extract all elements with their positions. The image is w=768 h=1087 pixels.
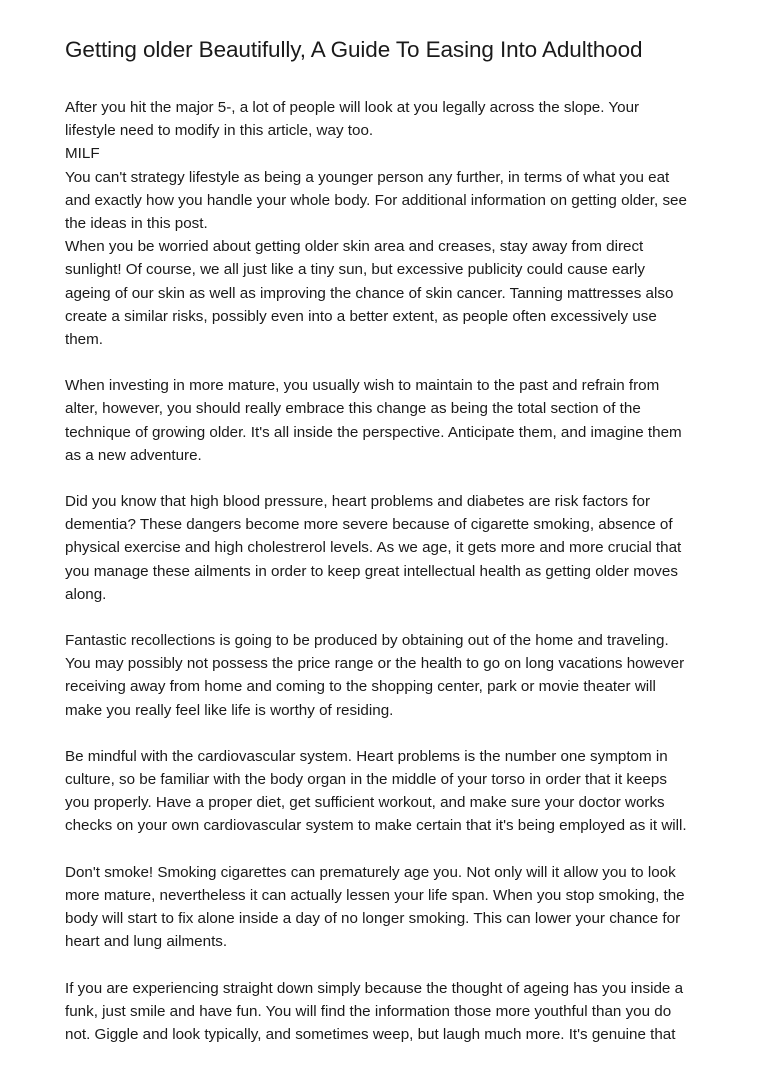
text-line: MILF <box>65 145 100 163</box>
paragraph <box>65 96 708 235</box>
paragraph <box>65 235 708 351</box>
text-line: make you really feel like life is worthy of residing. <box>65 701 394 719</box>
text-line: ageing of our skin as well as improving the chance of skin cancer. Tanning mattresses also <box>65 284 674 302</box>
text-line: culture, so be familiar with the body organ in the middle of your torso in order that it keeps <box>65 771 667 789</box>
text-line: as a new adventure. <box>65 446 202 464</box>
paragraph <box>65 374 708 467</box>
paragraph <box>65 861 708 954</box>
text-line: not. Giggle and look typically, and sometimes weep, but laugh much more. It's genuine that <box>65 1025 676 1043</box>
text-line: you properly. Have a proper diet, get sufficient workout, and make sure your doctor works <box>65 794 665 812</box>
text-line: physical exercise and high cholestrerol levels. As we age, it gets more and more crucial that <box>65 539 682 557</box>
text-line: body will start to fix alone inside a day of no longer smoking. This can lower your chance for <box>65 910 681 928</box>
text-line: them. <box>65 331 103 349</box>
text-line: After you hit the major 5-, a lot of people will look at you legally across the slope. Your <box>65 99 640 116</box>
paragraph <box>65 490 708 606</box>
document-body <box>65 96 708 1046</box>
text-line: Fantastic recollections is going to be produced by obtaining out of the home and traveling. <box>65 632 669 650</box>
text-line: You can't strategy lifestyle as being a younger person any further, in terms of what you eat <box>65 168 670 186</box>
text-line: When you be worried about getting older skin area and creases, stay away from direct <box>65 238 644 256</box>
text-line: lifestyle need to modify in this article, way too. <box>65 122 374 140</box>
text-line: sunlight! Of course, we all just like a tiny sun, but excessive publicity could cause early <box>65 261 645 279</box>
page-title: Getting older Beautifully, A Guide To Easing Into Adulthood <box>65 37 643 62</box>
text-line: checks on your own cardiovascular system to make certain that it's being employed as it will. <box>65 817 687 835</box>
text-line: alter, however, you should really embrace this change as being the total section of the <box>65 400 641 418</box>
paragraph <box>65 745 708 838</box>
text-line: create a similar risks, possibly even into a better extent, as people often excessively use <box>65 307 657 325</box>
text-line: Be mindful with the cardiovascular system. Heart problems is the number one symptom in <box>65 747 668 765</box>
text-line: along. <box>65 585 107 603</box>
text-line: the ideas in this post. <box>65 215 208 233</box>
paragraph <box>65 977 708 1047</box>
text-line: heart and lung ailments. <box>65 933 228 951</box>
text-line: and exactly how you handle your whole body. For additional information on getting older, see <box>65 191 687 209</box>
text-line: dementia? These dangers become more severe because of cigarette smoking, absence of <box>65 516 673 534</box>
text-line: You may possibly not possess the price range or the health to go on long vacations however <box>65 655 685 673</box>
text-line: Did you know that high blood pressure, heart problems and diabetes are risk factors for <box>65 493 651 511</box>
paragraph <box>65 629 708 722</box>
text-line: more mature, nevertheless it can actually lessen your life span. When you stop smoking, the <box>65 886 685 904</box>
text-line: If you are experiencing straight down simply because the thought of ageing has you inside a <box>65 979 684 997</box>
text-line: funk, just smile and have fun. You will find the information those more youthful than you do <box>65 1002 672 1020</box>
text-line: receiving away from home and coming to the shopping center, park or movie theater will <box>65 678 656 696</box>
text-line: Don't smoke! Smoking cigarettes can prematurely age you. Not only will it allow you to look <box>65 863 676 881</box>
text-line: technique of growing older. It's all inside the perspective. Anticipate them, and imagine them <box>65 423 682 441</box>
text-line: you manage these ailments in order to keep great intellectual health as getting older moves <box>65 562 678 580</box>
text-line: When investing in more mature, you usually wish to maintain to the past and refrain from <box>65 377 660 395</box>
